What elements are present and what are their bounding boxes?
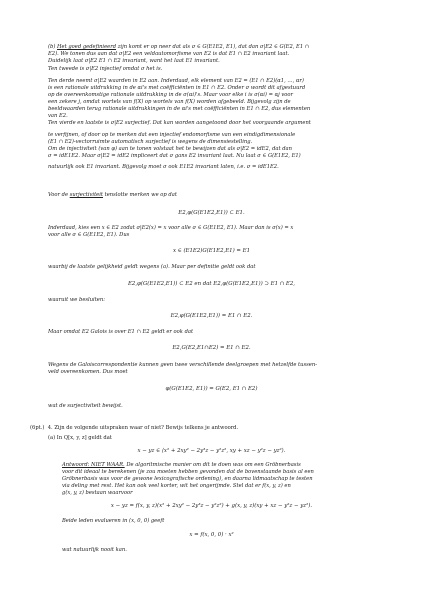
text-line: is een rationale uitdrukking in de αi's met coëfficiënten in E1 ∩ E2. Onder σ wordt dit afgestuurd	[48, 85, 306, 91]
equation: E2,φ(G(E1E2,E1)) ⊂ E2 en dat E2,φ(G(E1E2,E1)) ⊃ E1 ∩ E2,	[127, 281, 296, 287]
text-line: op de overeenkomstige rationale uitdrukking in de σ(αi)'s. Maar voor elke i is σ(αi) = αj voor	[48, 92, 294, 98]
equation: x = f(x, 0, 0) · x²	[189, 532, 234, 538]
text-line: wat natuurlijk nooit kan.	[62, 547, 127, 553]
text-line: waarbij de laatste gelijkheid geldt wegens (a). Maar per definitie geldt ook dat	[48, 264, 256, 270]
underlined-term: surjectiviteit	[69, 192, 103, 198]
subquestion-label: (a)	[48, 435, 56, 441]
text-line: voor alle σ ∈ G(E1E2, E1). Dus	[48, 232, 130, 238]
text-line: Beide leden evalueren in (x, 0, 0) geeft	[62, 518, 165, 524]
text-line: een zekere j, omdat wortels van f(X) op wortels van f(X) worden afgebeeld. Bijgevolg zijn de	[48, 99, 291, 105]
question-text: Zijn de volgende uitspraken waar of niet? Bewijs telkens je antwoord.	[54, 425, 239, 431]
text-line: E2). We tonen dus aan dat σ|E2 een veldautomorfisme van E2 is dat E1 ∩ E2 invariant laat.	[48, 51, 290, 57]
answer-label: Antwoord: NIET WAAR.	[62, 462, 125, 468]
text-line	[48, 164, 279, 170]
underlined-term: Het goed gedefinieerd	[57, 44, 117, 50]
text-span: tenslotte merken we op dat	[103, 192, 177, 198]
text-span: natuurlijk ook E1 invariant. Bijgevolg moet σ ook E1E2 invariant laten, i.e. σ = idE1E2.	[48, 164, 279, 170]
text-line: Ten tweede is σ|E2 injectief omdat σ het is.	[48, 66, 163, 72]
text-line: van E2.	[48, 113, 68, 119]
question-header	[30, 425, 238, 431]
text-span: De algoritmische manier om dit te doen was om een Gröbnerbasis	[126, 462, 301, 468]
text-line: σ = idE1E2. Maar σ|E2 = idE2 impliceert dat σ gans E2 invariant laat. Nu laat σ ∈ G(E1E2, E1)	[48, 153, 301, 159]
text-line: Inderdaad, kies een x ∈ E2 zodat σ|E2(x) = x voor alle σ ∈ G(E1E2, E1). Maar dan is σ(x) = x	[48, 225, 294, 231]
equation: x ∈ (E1E2)G(E1E2,E1) = E1	[172, 248, 251, 254]
equation: E2,φ(G(E1E2,E1)) ⊂ E1.	[178, 210, 245, 216]
text-line: Duidelijk laat σ|E2 E1 ∩ E2 invariant, want het laat E1 invariant.	[48, 58, 220, 64]
text-line: Gröbnerbasis was voor de gewone lexicografische ordening), en daarna lidmaatschap te testen	[62, 476, 313, 482]
text-line: veld overeenkomen. Dus moet	[48, 369, 128, 375]
text-line: wat de surjectiviteit bewijst.	[48, 403, 123, 409]
text-line: waaruit we besluiten:	[48, 297, 105, 303]
text-line	[62, 462, 301, 468]
question-number: 4.	[47, 425, 53, 431]
text-line: Om de injectiviteit (van φ) aan te tonen volstaat het te bewijzen dat als σ|E2 = idE2, dat dan	[48, 146, 292, 152]
equation: x − yz = f(x, y, z)(x² + 2xy² − 2y³z − y²z²) + g(x, y, z)(xy + xz − y²z − yz²).	[110, 503, 313, 509]
text-line	[48, 192, 177, 198]
text-line: te verfijnen, of door op te merken dat een injectief endomorfisme van een eindigdimensionale	[48, 132, 296, 138]
subquestion-text: In Q[x, y, z] geldt dat	[56, 435, 112, 441]
text-line: Maar omdat E2 Galois is over E1 ∩ E2 geldt er ook dat	[48, 329, 194, 335]
equation: φ(G(E1E2, E1)) = G(E2, E1 ∩ E2)	[165, 386, 258, 392]
text-line: Wegens de Galoiscorrespondentie kunnen geen twee verschillende deelgroepen met hetzelfde tussen-	[48, 362, 317, 368]
points-label: (6pt.)	[30, 425, 45, 431]
text-line: (b) Het goed gedefinieerd zijn komt er op neer dat als σ ∈ G(E1E2, E1), dat dan σ|E2 ∈ G(E2, E1 ∩	[48, 44, 310, 50]
equation: E2,G(E2,E1∩E2) = E1 ∩ E2.	[172, 345, 251, 351]
equation: E2,φ(G(E1E2,E1)) = E1 ∩ E2.	[170, 313, 253, 319]
text-line: Ten derde neemt σ|E2 waarden in E2 aan. Inderdaad, elk element van E2 = (E1 ∩ E2)(α1, …, αr)	[48, 78, 304, 84]
text-span: zijn komt er op neer dat als σ ∈ G(E1E2, E1), dat dan σ|E2 ∈ G(E2, E1 ∩	[117, 44, 310, 50]
text-line: Ten vierde en laatste is σ|E2 surjectief. Dat kan worden aangetoond door het voorgaande argument	[48, 120, 311, 126]
subquestion	[48, 435, 112, 441]
text-line: voor dit ideaal te berekenen (je zou moeten hebben gevonden dat de bovenstaande basis al een	[62, 469, 314, 475]
text-span: Voor de	[48, 192, 70, 198]
text-line: (E1 ∩ E2)-vectorruimte automatisch surjectief is wegens de dimensiestelling.	[48, 139, 253, 145]
equation: x − yz ∈ ⟨x² + 2xy² − 2y³z − y²z², xy + xz − y²z − yz²⟩.	[137, 448, 286, 454]
text-line: g(x, y, z) bestaan waarvoor	[62, 490, 133, 496]
text-line: via deling met rest. Het kan ook veel korter, wit het ongerijmde. Stel dat er f(x, y, z) en	[62, 483, 291, 489]
text-line: beeldwaarden terug rationale uitdrukkingen in de αi's met coëfficiënten in E1 ∩ E2, dus elementen	[48, 106, 311, 112]
